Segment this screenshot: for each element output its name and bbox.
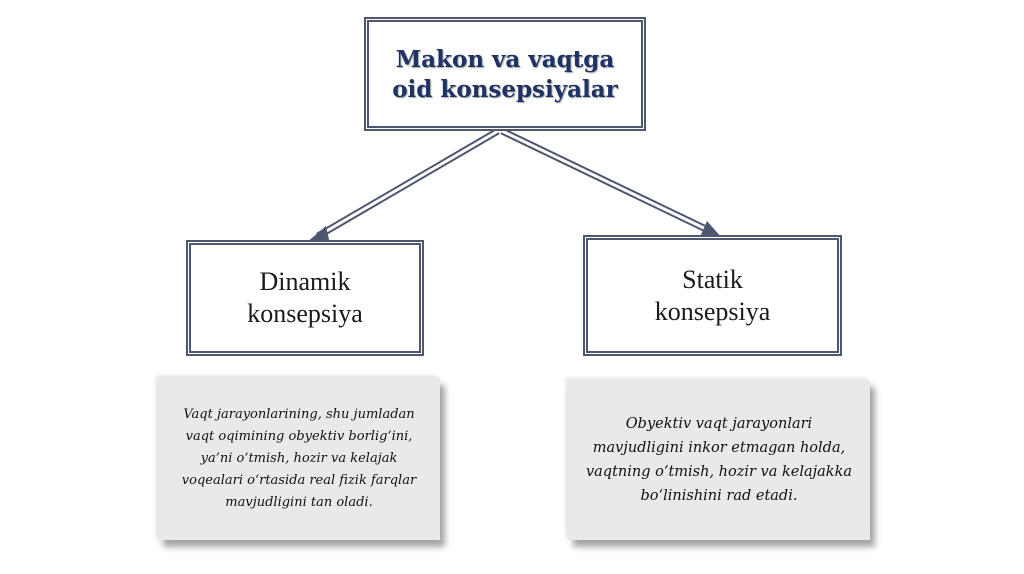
statik-description-text: Obyektiv vaqt jarayonlari mavjudligini inkor etmagan holda, vaqtning o‘tmish, hozir va kelajakka bo‘linishini rad etadi. <box>585 416 853 504</box>
dinamik-description-card <box>158 378 440 540</box>
statik-concept-label: Statik konsepsiya <box>654 264 771 326</box>
arrow-to-dinamik <box>306 131 498 244</box>
dinamik-concept-box <box>186 240 424 356</box>
statik-description-card <box>568 380 870 540</box>
root-concept-box <box>364 17 646 131</box>
arrow-to-statik <box>502 131 722 238</box>
dinamik-description-text: Vaqt jarayonlarining, shu jumladan vaqt oqimining obyektiv borlig‘ini, ya’ni o‘tmish, hozir va kelajak voqealari o‘rtasida real fizik farqlar mavjudligini tan oladi. <box>181 407 417 510</box>
root-concept-title: Makon va vaqtga oid konsepsiyalar <box>392 46 618 103</box>
dinamik-concept-label: Dinamik konsepsiya <box>247 267 363 328</box>
statik-concept-box <box>583 235 842 356</box>
